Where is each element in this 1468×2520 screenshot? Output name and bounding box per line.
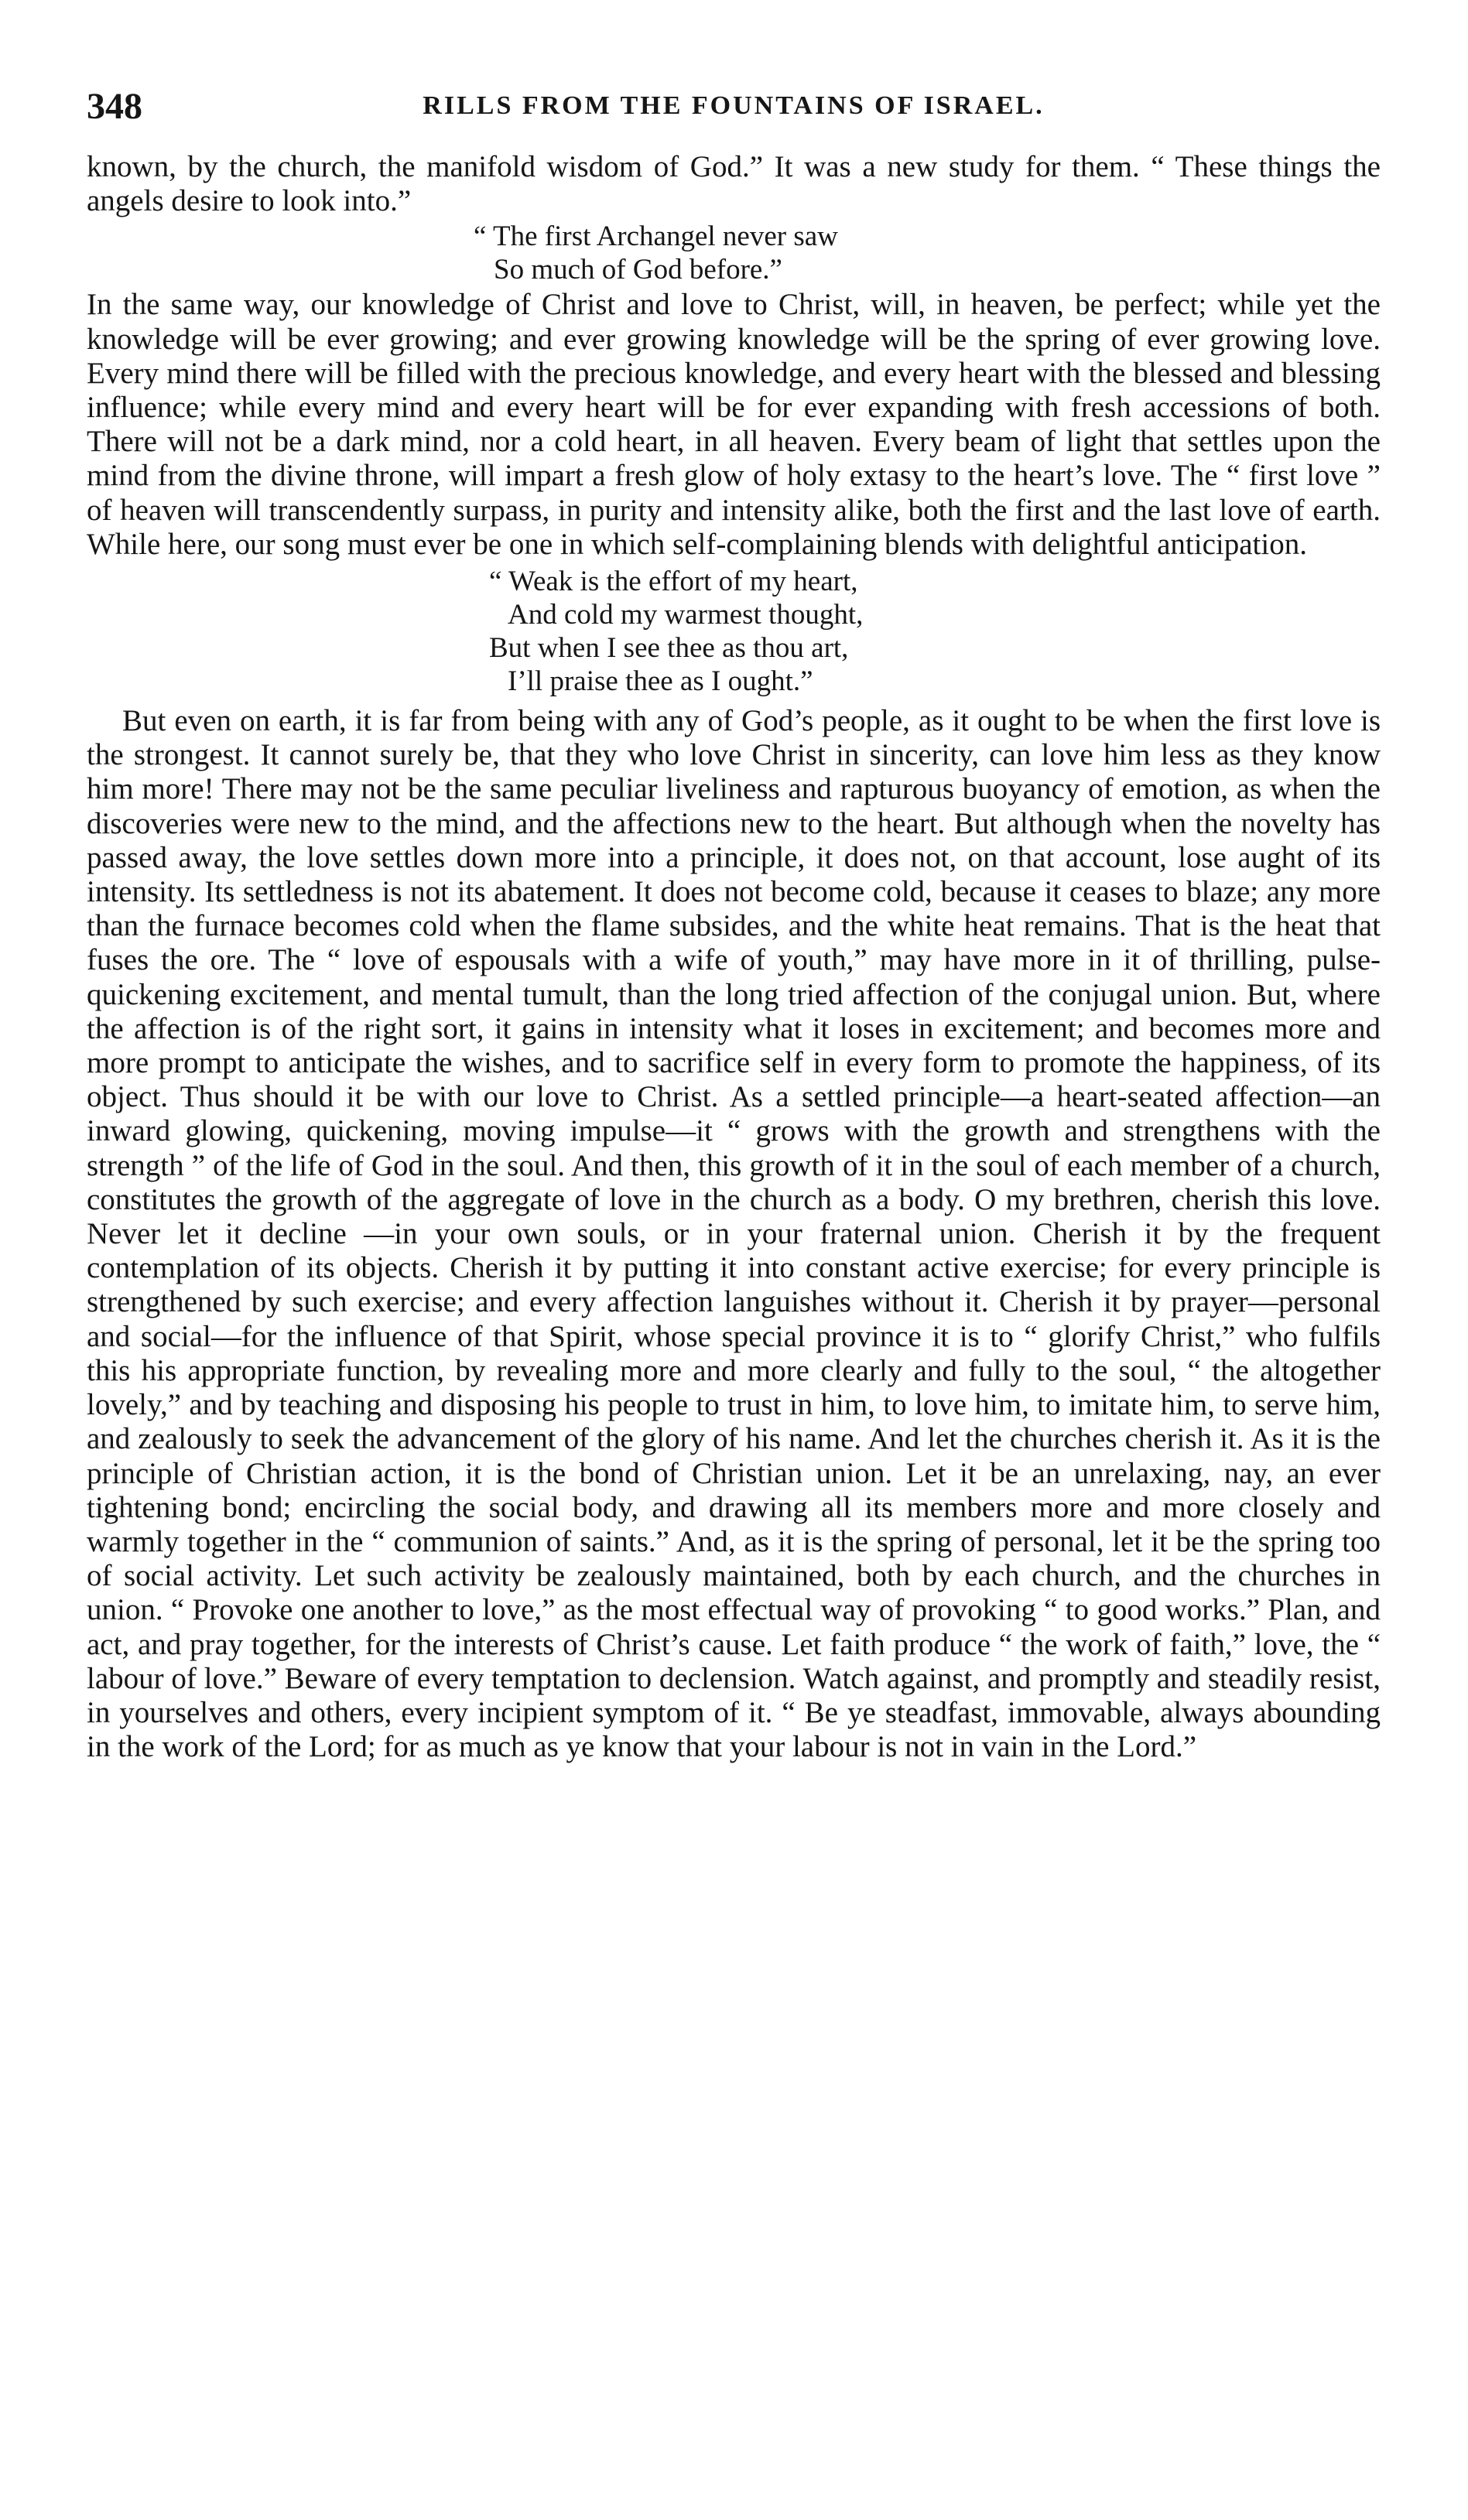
paragraph-1: known, by the church, the manifold wisdom of God.” It was a new study for them. “ These things the angels desire to look into.” [87,150,1381,218]
paragraph-3: But even on earth, it is far from being with any of God’s people, as it ought to be when the first love is the strongest. It cannot surely be, that they who love Christ in sincerity, can love him less as they know him more! There may not be the same peculiar liveliness and rapturous buoyancy of emotion, as when the discoveries were new to the mind, and the affections new to the heart. But although when the novelty has passed away, the love settles down more into a principle, it does not, on that account, lose aught of its intensity. Its settledness is not its abatement. It does not become cold, because it ceases to blaze; any more than the furnace becomes cold when the flame subsides, and the white heat remains. That is the heat that fuses the ore. The “ love of espousals with a wife of youth,” may have more in it of thrilling, pulse-quickening excitement, and mental tumult, than the long tried affection of the conjugal union. But, where the affection is of the right sort, it gains in intensity what it loses in excitement; and becomes more and more prompt to anticipate the wishes, and to sacrifice self in every form to promote the happiness, of its object. Thus should it be with our love to Christ. As a settled principle—a heart-seated affection—an inward glowing, quickening, moving impulse—it “ grows with the growth and strengthens with the strength ” of the life of God in the soul. And then, this growth of it in the soul of each member of a church, constitutes the growth of the aggregate of love in the church as a body. O my brethren, cherish this love. Never let it decline —in your own souls, or in your fraternal union. Cherish it by the frequent contemplation of its objects. Cherish it by putting it into constant active exercise; for every principle is strengthened by such exercise; and every affection languishes without it. Cherish it by prayer—personal and social—for the influence of that Spirit, whose special province it is to “ glorify Christ,” who fulfils this his appropriate function, by revealing more and more clearly and fully to the soul, “ the altogether lovely,” and by teaching and disposing his people to trust in him, to love him, to imitate him, to serve him, and zealously to seek the advancement of the glory of his name. And let the churches cherish it. As it is the principle of Christian action, it is the bond of Christian union. Let it be an unrelaxing, nay, an ever tightening bond; encircling the social body, and drawing all its members more and more closely and warmly together in the “ communion of saints.” And, as it is the spring of personal, let it be the spring too of social activity. Let such activity be zealously maintained, both by each church, and the churches in union. “ Provoke one another to love,” as the most effectual way of provoking “ to good works.” Plan, and act, and pray together, for the interests of Christ’s cause. Let faith produce “ the work of faith,” love, the “ labour of love.” Beware of every temptation to declension. Watch against, and promptly and steadily resist, in yourselves and others, every incipient symptom of it. “ Be ye steadfast, immovable, always abounding in the work of the Lord; for as much as ye know that your labour is not in vain in the Lord.” [87,704,1381,1764]
book-page [87,85,1381,1764]
verse-line: But when I see thee as thou art, [489,632,849,665]
page-header [87,85,1381,139]
paragraph-2: In the same way, our knowledge of Christ and love to Christ, will, in heaven, be perfect; while yet the knowledge will be ever growing; and ever growing knowledge will be the spring of ever growing love. Every mind there will be filled with the precious knowledge, and every heart with the blessed and blessing influence; while every mind and every heart will be for ever expanding with fresh accessions of both. There will not be a dark mind, nor a cold heart, in all heaven. Every beam of light that settles upon the mind from the divine throne, will impart a fresh glow of holy extasy to the heart’s love. The “ first love ” of heaven will transcendently surpass, in purity and intensity alike, both the first and the last love of earth. While here, our song must ever be one in which self-complaining blends with delightful anticipation. [87,288,1381,561]
verse-line: And cold my warmest thought, [508,599,864,631]
running-head: RILLS FROM THE FOUNTAINS OF ISRAEL. [423,91,1045,120]
body-text [87,150,1381,1764]
verse-line: So much of God before.” [494,254,782,286]
verse-quote-1 [87,220,1381,286]
verse-line: I’ll praise thee as I ought.” [508,665,813,698]
verse-quote-2 [87,565,1381,698]
page-number: 348 [87,86,142,127]
verse-line: “ The first Archangel never saw [474,221,838,253]
verse-line: “ Weak is the effort of my heart, [489,566,858,598]
